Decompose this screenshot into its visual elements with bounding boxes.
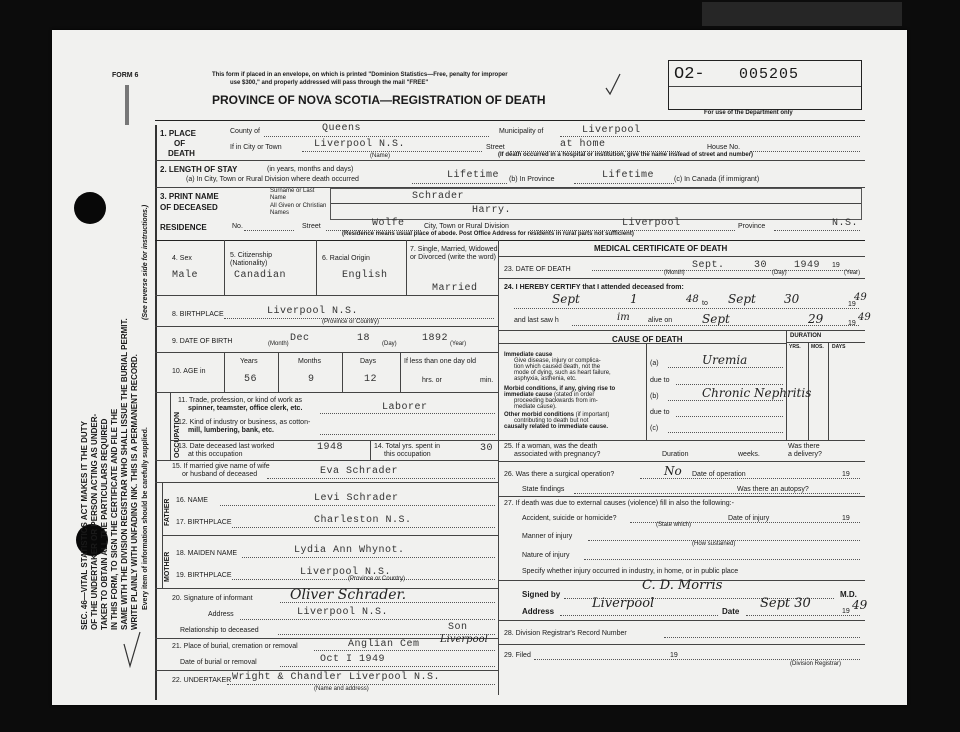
death-month-note: (Month) (664, 270, 685, 276)
tick-mark-icon (604, 70, 624, 98)
last-saw-handwritten: im (617, 312, 630, 323)
name-note: (Name) (370, 153, 391, 159)
dob-month: Dec (290, 333, 310, 344)
relationship-value: Son (448, 622, 468, 633)
racial-origin-value: English (342, 270, 388, 281)
municipality-label: Municipality of (499, 128, 544, 135)
death-century: 19 (832, 262, 840, 269)
cause-b-value: Chronic Nephritis (702, 386, 812, 400)
residence-no-label: No. (232, 223, 243, 230)
surgical-operation-label: 26. Was there a surgical operation? (504, 471, 615, 478)
county-value: Queens (322, 123, 362, 134)
stay-canada-label: (c) In Canada (if immigrant) (674, 176, 760, 183)
age-months-label: Months (298, 358, 321, 365)
manner-of-injury-label: Manner of injury (522, 533, 573, 540)
years-spent-label: 14. Total yrs. spent in this occupation (374, 443, 441, 458)
duration-days: DAYS (832, 344, 846, 350)
citizenship-value: Canadian (234, 270, 287, 281)
reg-number: 005205 (739, 66, 800, 83)
delivery-label: Was there a delivery? (788, 443, 822, 458)
city-label: If in City or Town (230, 144, 282, 151)
reg-prefix: O2- (674, 65, 705, 84)
county-label: County of (230, 128, 260, 135)
instruction-note: Every item of information should be carefully supplied. (142, 427, 149, 610)
residence-street-value: Wolfe (372, 218, 405, 229)
reverse-side-note: (See reverse side for instructions.) (142, 204, 149, 320)
pregnancy-duration-label: Duration (662, 451, 689, 458)
surname-value: Schrader (412, 191, 465, 202)
dob-month-note: (Month) (268, 341, 289, 347)
marital-status-label: 7. Single, Married, Widowed or Divorced (write the word) (410, 246, 498, 261)
envelope-note-2: use $300," and properly addressed will pass through the mail "FREE" (230, 80, 429, 86)
attended-to-day: 30 (784, 292, 800, 306)
scan-shadow (702, 2, 902, 26)
injury-location-label: Specify whether injury occurred in industry, in home, or in public place (522, 568, 739, 575)
injury-date-label: Date of injury (728, 515, 770, 522)
age-days-value: 12 (364, 374, 378, 385)
surname-label: Surname or Last Name (270, 188, 315, 201)
hospital-note: (If death occurred in a hospital or institution, give the name instead of street and number) (498, 152, 754, 158)
autopsy-label: Was there an autopsy? (737, 486, 809, 493)
death-year-note: (Year) (844, 270, 861, 276)
burial-date-label: Date of burial or removal (180, 659, 257, 666)
registrar-record-label: 28. Division Registrar's Record Number (504, 630, 627, 637)
relationship-label: Relationship to deceased (180, 627, 259, 634)
length-of-stay-label: 2. LENGTH OF STAY (160, 165, 238, 174)
burial-place-label: 21. Place of burial, cremation or removal (172, 643, 298, 650)
spouse-label: 15. If married give name of wife or husband of deceased (172, 463, 270, 478)
trade-value: Laborer (382, 402, 428, 413)
pregnancy-weeks-label: weeks. (738, 451, 760, 458)
death-day: 30 (754, 260, 768, 271)
father-name-label: 16. NAME (176, 497, 208, 504)
age-label: 10. AGE in (172, 368, 206, 375)
mother-birthplace-label: 19. BIRTHPLACE (176, 572, 232, 579)
attended-to-century: 19 (848, 301, 856, 308)
last-saw-day: 29 (808, 312, 824, 326)
external-causes-label: 27. If death was due to external causes (violence) fill in also the following:- (504, 500, 734, 507)
mother-birthplace-value: Liverpool N.S. (300, 567, 392, 578)
division-registrar-note: (Division Registrar) (790, 661, 842, 667)
attended-to-month: Sept (728, 292, 756, 306)
citizenship-label: 5. Citizenship (Nationality) (230, 252, 273, 267)
how-sustained-note: (How sustained) (692, 541, 736, 547)
informant-address-value: Liverpool N.S. (297, 607, 389, 618)
pregnancy-label: 25. If a woman, was the death associated with pregnancy? (504, 443, 601, 458)
stay-city-label: (a) In City, Town or Rural Division where death occurred (186, 176, 359, 183)
attended-to-label: to (702, 300, 708, 307)
signed-by-label: Signed by (522, 590, 561, 599)
filed-label: 29. Filed (504, 652, 531, 659)
birthplace-label: 8. BIRTHPLACE (172, 311, 224, 318)
sex-value: Male (172, 270, 199, 281)
given-names-label: All Given or Christian Names (270, 203, 327, 216)
immediate-cause-text: Immediate cause Give disease, injury or complica- tion which caused death, not the mode of dying, such as heart failure, asphyxia, asthenia, etc. (504, 352, 611, 382)
residence-province-value: N.S. (832, 218, 859, 229)
morbid-conditions-text: Morbid conditions, if any, giving rise to immediate cause (stated in order proceeding backwards from im- mediate cause). (504, 386, 616, 410)
punch-hole-top (74, 192, 106, 224)
age-years-value: 56 (244, 374, 258, 385)
due-to-1: due to (650, 377, 670, 384)
last-worked-label: 13. Date deceased last worked at this occupation (178, 443, 275, 458)
registration-number-box (668, 60, 862, 110)
surgical-operation-value: No (664, 464, 682, 478)
undertaker-note: (Name and address) (314, 686, 369, 692)
street-value: at home (560, 139, 606, 150)
envelope-note-1: This form if placed in an envelope, on which is printed "Dominion Statistics—Free, penalty for improper (212, 72, 508, 78)
cause-b-marker: (b) (650, 393, 659, 400)
dob-year-note: (Year) (450, 341, 467, 347)
undertaker-value: Wright & Chandler Liverpool N.S. (232, 672, 441, 683)
certify-label: 24. I HEREBY CERTIFY that I attended deceased from: (504, 284, 684, 291)
death-registration-form (52, 30, 907, 705)
death-year: 1949 (794, 260, 821, 271)
name-letter-grid (330, 188, 862, 220)
residence-street-label: Street (302, 223, 321, 230)
dob-year: 1892 (422, 333, 449, 344)
deceased-name-label: 3. PRINT NAME OF DECEASED (160, 192, 219, 212)
dob-label: 9. DATE OF BIRTH (172, 338, 233, 345)
birthplace-note: (Province or Country) (322, 319, 380, 325)
industry-label: 12. Kind of industry or business, as cotton- mill, lumbering, bank, etc. (178, 419, 311, 434)
cause-a-value: Uremia (702, 353, 748, 367)
alive-on-label: alive on (648, 317, 673, 324)
physician-signature: C. D. Morris (642, 578, 723, 593)
municipality-value: Liverpool (582, 125, 641, 136)
department-use: For use of the Department only (704, 110, 793, 116)
burial-place-value: Anglian Cem (348, 639, 420, 650)
minutes-label: min. (480, 377, 494, 384)
attended-from-day: 1 (630, 292, 638, 306)
sex-label: 4. Sex (172, 255, 192, 262)
house-label: House No. (707, 144, 741, 151)
length-of-stay-note: (in years, months and days) (267, 166, 354, 173)
residence-note: (Residence means usual place of abode. Post Office Address for residents in rural parts not sufficient) (342, 231, 634, 237)
check-mark-icon (122, 630, 142, 670)
last-worked-value: 1948 (317, 442, 344, 453)
attended-from-year: 48 (686, 294, 699, 305)
filed-century: 19 (670, 652, 678, 659)
street-label: Street (486, 144, 505, 151)
state-findings-label: State findings (522, 486, 565, 493)
death-month: Sept. (692, 260, 725, 271)
age-years-label: Years (240, 358, 258, 365)
mother-side-label: MOTHER (164, 551, 171, 582)
birthplace-value: Liverpool N.S. (267, 306, 359, 317)
trade-label: 11. Trade, profession, or kind of work as spinner, teamster, office clerk, etc. (178, 397, 303, 412)
less-than-day-label: If less than one day old (404, 358, 476, 365)
residence-division-label: City, Town or Rural Division (424, 223, 509, 230)
father-side-label: FATHER (164, 498, 171, 526)
statutory-notice: SEC. 46—VITAL STATISTICS ACT MAKES IT THE DUTY OF THE UNDERTAKER OR PERSON ACTING AS UNDER- TAKER TO OBTAIN ALL THE PARTICULARS REQUIRED IN THIS FORM, TO SIGN THE CERTIFICATE AND FILE THE SAME WITH THE DIVISION REGISTRAR WHO SHALL ISSUE THE BURIAL PERMIT. WRITE PLAINLY WITH UNFADING INK. THIS IS A PERMANENT RECORD. (80, 318, 139, 630)
other-conditions-text: Other morbid conditions (if important) contributing to death but not causally related to immediate cause. (504, 412, 610, 430)
last-saw-label: and last saw h (514, 317, 559, 324)
residence-province-label: Province (738, 223, 766, 230)
certificate-year: 49 (852, 598, 868, 612)
md-label: M.D. (840, 590, 857, 599)
father-birthplace-label: 17. BIRTHPLACE (176, 519, 232, 526)
attended-from-month: Sept (552, 292, 580, 306)
physician-address-label: Address (522, 607, 555, 616)
death-date-label: 23. DATE OF DEATH (504, 266, 571, 273)
accident-label: Accident, suicide or homicide? (522, 515, 617, 522)
residence-label: RESIDENCE (160, 223, 207, 232)
binder-mark (125, 85, 129, 125)
burial-place-handwritten: Liverpool (440, 634, 488, 645)
occupation-side-label: OCCUPATION (174, 411, 181, 458)
dob-day-note: (Day) (382, 341, 397, 347)
form-number: FORM 6 (112, 72, 139, 79)
place-of-death-label: 1. PLACE OF DEATH (160, 129, 197, 158)
form-title: PROVINCE OF NOVA SCOTIA—REGISTRATION OF DEATH (212, 93, 546, 107)
father-name-value: Levi Schrader (314, 493, 399, 504)
operation-date-label: Date of operation (692, 471, 746, 478)
last-saw-month: Sept (702, 312, 730, 326)
injury-century: 19 (842, 515, 850, 522)
racial-origin-label: 6. Racial Origin (322, 255, 370, 262)
nature-of-injury-label: Nature of injury (522, 552, 570, 559)
certificate-date-label: Date (722, 607, 740, 616)
burial-date-value: Oct I 1949 (320, 654, 386, 665)
duration-years: YRS. (789, 344, 801, 350)
father-birthplace-value: Charleston N.S. (314, 515, 412, 526)
years-spent-value: 30 (480, 443, 494, 454)
mother-maiden-value: Lydia Ann Whynot. (294, 545, 405, 556)
given-names-value: Harry. (472, 205, 512, 216)
informant-signature-label: 20. Signature of informant (172, 595, 253, 602)
stay-province-value: Lifetime (602, 170, 655, 181)
operation-century: 19 (842, 471, 850, 478)
stay-province-label: (b) In Province (509, 176, 555, 183)
duration-months: MOS. (811, 344, 824, 350)
hours-label: hrs. or (422, 377, 442, 384)
last-saw-century: 19 (848, 320, 856, 327)
cause-of-death-heading: CAUSE OF DEATH (612, 335, 683, 344)
physician-address: Liverpool (592, 596, 655, 611)
age-months-value: 9 (308, 374, 315, 385)
undertaker-label: 22. UNDERTAKER (172, 677, 232, 684)
duration-heading: DURATION (790, 333, 822, 339)
informant-address-label: Address (208, 611, 234, 618)
mother-maiden-label: 18. MAIDEN NAME (176, 550, 238, 557)
cause-c-marker: (c) (650, 425, 659, 432)
dob-day: 18 (357, 333, 371, 344)
certificate-century: 19 (842, 608, 850, 615)
attended-to-year: 49 (854, 292, 867, 303)
informant-signature: Oliver Schrader. (290, 587, 407, 603)
age-days-label: Days (360, 358, 376, 365)
medical-certificate-heading: MEDICAL CERTIFICATE OF DEATH (594, 244, 728, 253)
stay-city-value: Lifetime (447, 170, 500, 181)
state-which-note: (State which) (656, 522, 692, 528)
death-day-note: (Day) (772, 270, 787, 276)
spouse-value: Eva Schrader (320, 466, 399, 477)
mother-country-note: (Province or Country) (348, 576, 406, 582)
certificate-date: Sept 30 (760, 596, 811, 611)
residence-city-value: Liverpool (622, 218, 681, 229)
due-to-2: due to (650, 409, 670, 416)
marital-status-value: Married (432, 283, 478, 294)
cause-a-marker: (a) (650, 360, 659, 367)
city-value: Liverpool N.S. (314, 139, 406, 150)
last-saw-year: 49 (858, 312, 871, 323)
